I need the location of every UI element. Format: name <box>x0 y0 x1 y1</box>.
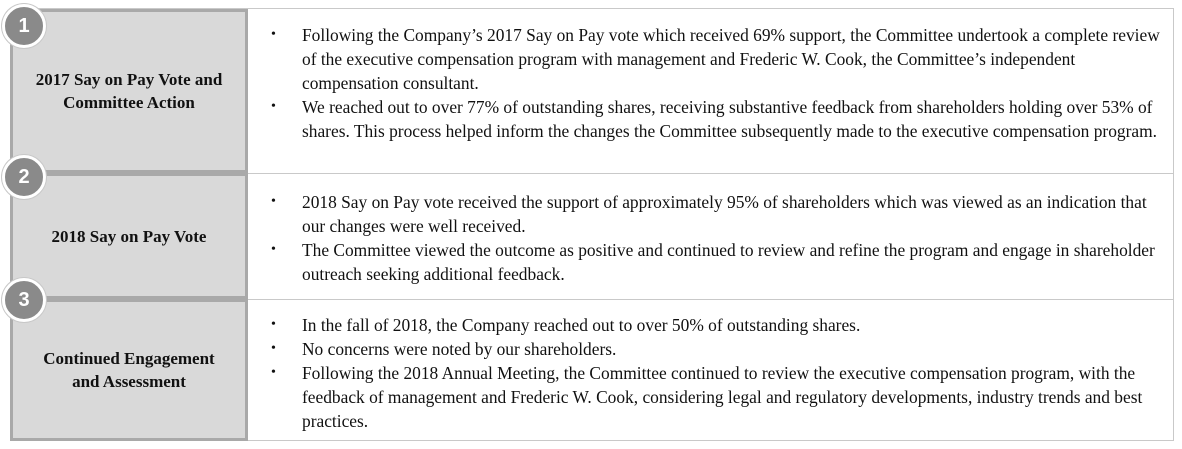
step-number-badge-3: 3 <box>2 278 46 322</box>
bullet-list <box>276 9 1162 143</box>
bullet-item: • 2018 Say on Pay vote received the support of approximately 95% of shareholders which was viewed as an indication that our changes were well received. <box>276 190 1162 238</box>
step-number-badge-2: 2 <box>2 155 46 199</box>
step-label-cell <box>10 299 248 441</box>
step-label: 2018 Say on Pay Vote <box>51 226 207 246</box>
step-row-1 <box>10 9 1174 173</box>
step-label: Continued Engagement and Assessment <box>43 349 215 391</box>
bullet-item: • In the fall of 2018, the Company reached out to over 50% of outstanding shares. <box>276 313 1162 337</box>
step-content-cell <box>248 299 1174 441</box>
step-label-cell <box>10 9 248 173</box>
bullet-item: • The Committee viewed the outcome as positive and continued to review and refine the program and engage in shareholder outreach seeking additional feedback. <box>276 238 1162 286</box>
step-row-2 <box>10 173 1174 299</box>
bullet-item: • Following the Company’s 2017 Say on Pay vote which received 69% support, the Committee undertook a complete review of the executive compensation program with management and Frederic W. Cook, the Committee’s independent compensation consultant. <box>276 23 1162 95</box>
bullet-item: • We reached out to over 77% of outstanding shares, receiving substantive feedback from shareholders holding over 53% of shares. This process helped inform the changes the Committee subsequently made to the executive compensation program. <box>276 95 1162 143</box>
step-content-cell <box>248 173 1174 299</box>
bullet-list <box>276 173 1162 286</box>
step-row-3 <box>10 299 1174 441</box>
step-label: 2017 Say on Pay Vote and Committee Action <box>35 70 223 112</box>
bullet-item: • Following the 2018 Annual Meeting, the Committee continued to review the executive compensation program, with the feedback of management and Frederic W. Cook, considering legal and regulatory developments, industry trends and best practices. <box>276 361 1162 433</box>
step-label-cell <box>10 173 248 299</box>
bullet-item: • No concerns were noted by our shareholders. <box>276 337 1162 361</box>
bullet-list <box>276 299 1162 433</box>
step-number-badge-1: 1 <box>2 4 46 48</box>
step-content-cell <box>248 9 1174 173</box>
